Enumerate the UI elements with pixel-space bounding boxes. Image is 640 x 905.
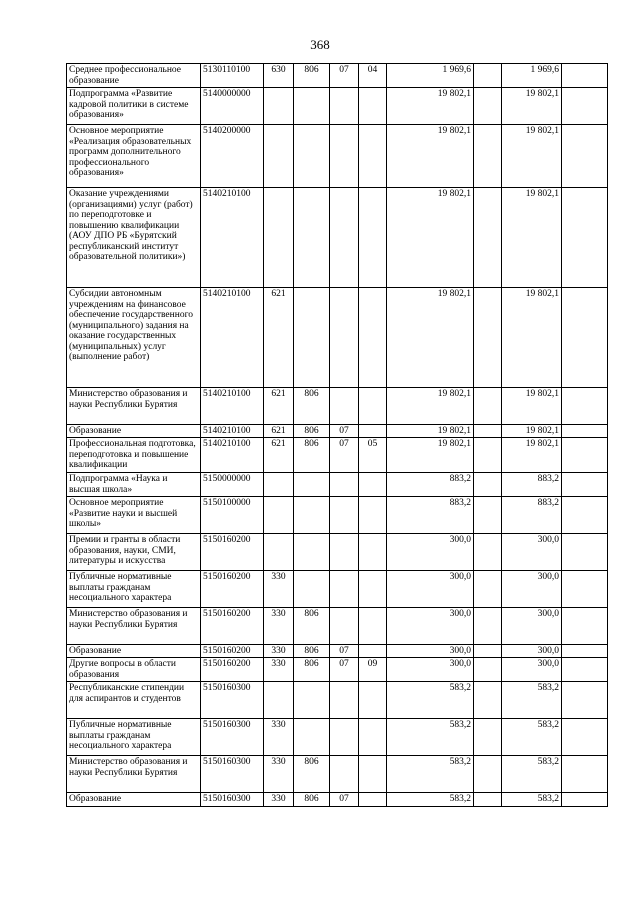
- subsection-code-cell: [359, 425, 387, 438]
- subsection-code-cell: [359, 497, 387, 534]
- table-row: [67, 719, 608, 756]
- total-amount-cell: 19 802,1: [502, 425, 562, 438]
- amount-cell: 883,2: [387, 473, 474, 497]
- administrator-code-cell: [294, 497, 330, 534]
- target-article-code-cell: 5150160300: [201, 719, 264, 756]
- administrator-code-cell: [294, 88, 330, 125]
- row-name-cell: Основное мероприятие «Развитие науки и высшей школы»: [67, 497, 201, 534]
- administrator-code-cell: [294, 125, 330, 188]
- expense-type-code-cell: 630: [264, 64, 294, 88]
- row-name-cell: Подпрограмма «Развитие кадровой политики в системе образования»: [67, 88, 201, 125]
- subsection-code-cell: [359, 88, 387, 125]
- amount-cell: 583,2: [387, 719, 474, 756]
- empty-cell: [562, 719, 608, 756]
- section-code-cell: [330, 125, 359, 188]
- empty-amount-cell: [474, 64, 502, 88]
- total-amount-cell: 19 802,1: [502, 88, 562, 125]
- empty-cell: [562, 125, 608, 188]
- table-row: [67, 793, 608, 807]
- expense-type-code-cell: 330: [264, 645, 294, 658]
- row-name-cell: Образование: [67, 793, 201, 807]
- expense-type-code-cell: 621: [264, 425, 294, 438]
- empty-amount-cell: [474, 473, 502, 497]
- section-code-cell: [330, 188, 359, 288]
- total-amount-cell: 19 802,1: [502, 188, 562, 288]
- administrator-code-cell: [294, 719, 330, 756]
- empty-cell: [562, 571, 608, 608]
- table-row: [67, 658, 608, 682]
- empty-amount-cell: [474, 571, 502, 608]
- section-code-cell: [330, 682, 359, 719]
- administrator-code-cell: 806: [294, 388, 330, 425]
- section-code-cell: [330, 756, 359, 793]
- administrator-code-cell: 806: [294, 658, 330, 682]
- section-code-cell: [330, 571, 359, 608]
- empty-amount-cell: [474, 658, 502, 682]
- administrator-code-cell: 806: [294, 64, 330, 88]
- empty-amount-cell: [474, 682, 502, 719]
- table-row: [67, 497, 608, 534]
- budget-table: [66, 63, 608, 807]
- table-row: [67, 88, 608, 125]
- total-amount-cell: 583,2: [502, 756, 562, 793]
- empty-amount-cell: [474, 793, 502, 807]
- administrator-code-cell: [294, 188, 330, 288]
- empty-amount-cell: [474, 438, 502, 473]
- section-code-cell: [330, 288, 359, 388]
- amount-cell: 583,2: [387, 793, 474, 807]
- subsection-code-cell: [359, 288, 387, 388]
- target-article-code-cell: 5140200000: [201, 125, 264, 188]
- amount-cell: 300,0: [387, 571, 474, 608]
- section-code-cell: 07: [330, 793, 359, 807]
- empty-amount-cell: [474, 719, 502, 756]
- total-amount-cell: 300,0: [502, 571, 562, 608]
- section-code-cell: [330, 388, 359, 425]
- section-code-cell: [330, 608, 359, 645]
- total-amount-cell: 883,2: [502, 473, 562, 497]
- section-code-cell: [330, 88, 359, 125]
- subsection-code-cell: [359, 793, 387, 807]
- empty-cell: [562, 645, 608, 658]
- subsection-code-cell: [359, 125, 387, 188]
- total-amount-cell: 1 969,6: [502, 64, 562, 88]
- administrator-code-cell: [294, 288, 330, 388]
- subsection-code-cell: [359, 682, 387, 719]
- target-article-code-cell: 5130110100: [201, 64, 264, 88]
- empty-amount-cell: [474, 497, 502, 534]
- subsection-code-cell: 04: [359, 64, 387, 88]
- amount-cell: 19 802,1: [387, 388, 474, 425]
- section-code-cell: [330, 473, 359, 497]
- total-amount-cell: 583,2: [502, 682, 562, 719]
- total-amount-cell: 300,0: [502, 645, 562, 658]
- amount-cell: 1 969,6: [387, 64, 474, 88]
- empty-amount-cell: [474, 88, 502, 125]
- amount-cell: 300,0: [387, 534, 474, 571]
- expense-type-code-cell: [264, 682, 294, 719]
- empty-amount-cell: [474, 534, 502, 571]
- amount-cell: 19 802,1: [387, 88, 474, 125]
- amount-cell: 300,0: [387, 658, 474, 682]
- total-amount-cell: 19 802,1: [502, 125, 562, 188]
- total-amount-cell: 19 802,1: [502, 388, 562, 425]
- expense-type-code-cell: [264, 534, 294, 571]
- target-article-code-cell: 5150160300: [201, 793, 264, 807]
- target-article-code-cell: 5150160200: [201, 645, 264, 658]
- section-code-cell: [330, 497, 359, 534]
- amount-cell: 19 802,1: [387, 125, 474, 188]
- row-name-cell: Образование: [67, 645, 201, 658]
- expense-type-code-cell: [264, 88, 294, 125]
- amount-cell: 883,2: [387, 497, 474, 534]
- section-code-cell: 07: [330, 64, 359, 88]
- empty-amount-cell: [474, 388, 502, 425]
- row-name-cell: Республиканские стипендии для аспирантов и студентов: [67, 682, 201, 719]
- amount-cell: 19 802,1: [387, 188, 474, 288]
- administrator-code-cell: 806: [294, 793, 330, 807]
- target-article-code-cell: 5140210100: [201, 388, 264, 425]
- amount-cell: 300,0: [387, 645, 474, 658]
- target-article-code-cell: 5150160200: [201, 534, 264, 571]
- empty-cell: [562, 188, 608, 288]
- empty-cell: [562, 88, 608, 125]
- row-name-cell: Министерство образования и науки Республики Бурятия: [67, 388, 201, 425]
- empty-cell: [562, 288, 608, 388]
- empty-cell: [562, 497, 608, 534]
- row-name-cell: Публичные нормативные выплаты гражданам несоциального характера: [67, 571, 201, 608]
- total-amount-cell: 883,2: [502, 497, 562, 534]
- expense-type-code-cell: 621: [264, 388, 294, 425]
- table-row: [67, 425, 608, 438]
- empty-cell: [562, 438, 608, 473]
- section-code-cell: 07: [330, 425, 359, 438]
- expense-type-code-cell: [264, 497, 294, 534]
- subsection-code-cell: [359, 571, 387, 608]
- empty-cell: [562, 608, 608, 645]
- empty-cell: [562, 756, 608, 793]
- administrator-code-cell: [294, 682, 330, 719]
- expense-type-code-cell: [264, 125, 294, 188]
- table-row: [67, 188, 608, 288]
- row-name-cell: Премии и гранты в области образования, науки, СМИ, литературы и искусства: [67, 534, 201, 571]
- row-name-cell: Публичные нормативные выплаты гражданам несоциального характера: [67, 719, 201, 756]
- total-amount-cell: 19 802,1: [502, 288, 562, 388]
- administrator-code-cell: 806: [294, 756, 330, 793]
- table-row: [67, 388, 608, 425]
- empty-amount-cell: [474, 288, 502, 388]
- row-name-cell: Основное мероприятие «Реализация образовательных программ дополнительного профессионального образования»: [67, 125, 201, 188]
- total-amount-cell: 300,0: [502, 608, 562, 645]
- row-name-cell: Субсидии автономным учреждениям на финансовое обеспечение государственного (муниципального) задания на оказание государственных (муниципальных) услуг (выполнение работ): [67, 288, 201, 388]
- total-amount-cell: 583,2: [502, 793, 562, 807]
- target-article-code-cell: 5150160200: [201, 608, 264, 645]
- administrator-code-cell: [294, 473, 330, 497]
- expense-type-code-cell: 330: [264, 608, 294, 645]
- row-name-cell: Другие вопросы в области образования: [67, 658, 201, 682]
- empty-cell: [562, 534, 608, 571]
- row-name-cell: Подпрограмма «Наука и высшая школа»: [67, 473, 201, 497]
- row-name-cell: Профессиональная подготовка, переподготовка и повышение квалификации: [67, 438, 201, 473]
- total-amount-cell: 300,0: [502, 534, 562, 571]
- expense-type-code-cell: 330: [264, 756, 294, 793]
- administrator-code-cell: 806: [294, 645, 330, 658]
- total-amount-cell: 300,0: [502, 658, 562, 682]
- total-amount-cell: 19 802,1: [502, 438, 562, 473]
- subsection-code-cell: [359, 756, 387, 793]
- empty-cell: [562, 682, 608, 719]
- amount-cell: 19 802,1: [387, 288, 474, 388]
- empty-amount-cell: [474, 425, 502, 438]
- subsection-code-cell: [359, 188, 387, 288]
- row-name-cell: Среднее профессиональное образование: [67, 64, 201, 88]
- administrator-code-cell: 806: [294, 608, 330, 645]
- subsection-code-cell: 09: [359, 658, 387, 682]
- amount-cell: 300,0: [387, 608, 474, 645]
- empty-cell: [562, 473, 608, 497]
- empty-cell: [562, 388, 608, 425]
- row-name-cell: Оказание учреждениями (организациями) услуг (работ) по переподготовке и повышению квалификации (АОУ ДПО РБ «Бурятский республиканский институт образовательной политики»): [67, 188, 201, 288]
- subsection-code-cell: [359, 645, 387, 658]
- amount-cell: 19 802,1: [387, 425, 474, 438]
- table-row: [67, 756, 608, 793]
- target-article-code-cell: 5140210100: [201, 188, 264, 288]
- table-row: [67, 438, 608, 473]
- empty-amount-cell: [474, 756, 502, 793]
- section-code-cell: [330, 719, 359, 756]
- subsection-code-cell: [359, 719, 387, 756]
- subsection-code-cell: [359, 473, 387, 497]
- administrator-code-cell: 806: [294, 425, 330, 438]
- expense-type-code-cell: 330: [264, 658, 294, 682]
- table-row: [67, 64, 608, 88]
- target-article-code-cell: 5150160300: [201, 682, 264, 719]
- table-row: [67, 473, 608, 497]
- target-article-code-cell: 5140000000: [201, 88, 264, 125]
- target-article-code-cell: 5150160200: [201, 658, 264, 682]
- empty-amount-cell: [474, 608, 502, 645]
- table-row: [67, 645, 608, 658]
- table-row: [67, 125, 608, 188]
- administrator-code-cell: [294, 571, 330, 608]
- expense-type-code-cell: 621: [264, 438, 294, 473]
- total-amount-cell: 583,2: [502, 719, 562, 756]
- target-article-code-cell: 5150000000: [201, 473, 264, 497]
- expense-type-code-cell: 330: [264, 719, 294, 756]
- empty-cell: [562, 793, 608, 807]
- target-article-code-cell: 5150100000: [201, 497, 264, 534]
- amount-cell: 19 802,1: [387, 438, 474, 473]
- expense-type-code-cell: 621: [264, 288, 294, 388]
- section-code-cell: 07: [330, 438, 359, 473]
- subsection-code-cell: [359, 534, 387, 571]
- target-article-code-cell: 5150160200: [201, 571, 264, 608]
- table-row: [67, 534, 608, 571]
- row-name-cell: Министерство образования и науки Республики Бурятия: [67, 756, 201, 793]
- empty-amount-cell: [474, 188, 502, 288]
- target-article-code-cell: 5140210100: [201, 438, 264, 473]
- table-row: [67, 288, 608, 388]
- row-name-cell: Образование: [67, 425, 201, 438]
- target-article-code-cell: 5140210100: [201, 288, 264, 388]
- amount-cell: 583,2: [387, 756, 474, 793]
- empty-cell: [562, 658, 608, 682]
- administrator-code-cell: [294, 534, 330, 571]
- empty-amount-cell: [474, 125, 502, 188]
- subsection-code-cell: [359, 608, 387, 645]
- expense-type-code-cell: 330: [264, 793, 294, 807]
- page-number: 368: [310, 37, 330, 52]
- empty-amount-cell: [474, 645, 502, 658]
- empty-cell: [562, 425, 608, 438]
- expense-type-code-cell: [264, 188, 294, 288]
- subsection-code-cell: 05: [359, 438, 387, 473]
- amount-cell: 583,2: [387, 682, 474, 719]
- administrator-code-cell: 806: [294, 438, 330, 473]
- section-code-cell: 07: [330, 645, 359, 658]
- target-article-code-cell: 5140210100: [201, 425, 264, 438]
- table-row: [67, 682, 608, 719]
- table-row: [67, 608, 608, 645]
- table-body: [67, 64, 608, 807]
- expense-type-code-cell: [264, 473, 294, 497]
- empty-cell: [562, 64, 608, 88]
- subsection-code-cell: [359, 388, 387, 425]
- expense-type-code-cell: 330: [264, 571, 294, 608]
- table-row: [67, 571, 608, 608]
- section-code-cell: 07: [330, 658, 359, 682]
- section-code-cell: [330, 534, 359, 571]
- row-name-cell: Министерство образования и науки Республики Бурятия: [67, 608, 201, 645]
- target-article-code-cell: 5150160300: [201, 756, 264, 793]
